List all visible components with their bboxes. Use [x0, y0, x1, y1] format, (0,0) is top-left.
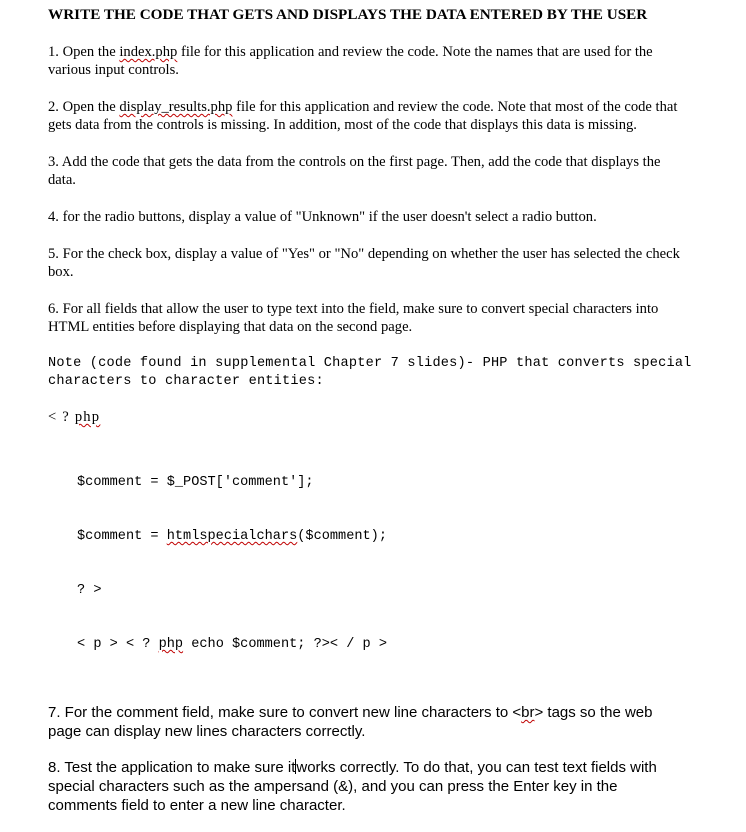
code-line-2-function: htmlspecialchars	[166, 529, 298, 544]
php-open-word: php	[74, 409, 101, 425]
step-1-text-start: 1. Open the	[48, 44, 120, 60]
step-5: 5. For the check box, display a value of "Yes" or "No" depending on whether the user has selected the check box.	[48, 246, 680, 280]
step-1	[48, 43, 688, 79]
code-line-2-prefix: $comment =	[77, 529, 167, 544]
code-line-3: ? >	[77, 583, 102, 598]
page-title: WRITE THE CODE THAT GETS AND DISPLAYS THE DATA ENTERED BY THE USER	[48, 6, 648, 23]
php-open-tag	[48, 408, 698, 426]
code-block	[77, 438, 698, 690]
document-body	[48, 6, 698, 832]
step-8-text-start: 8. Test the application to make sure it	[48, 759, 296, 776]
code-note: Note (code found in supplemental Chapter 7 slides)- PHP that converts special characters to character entities:	[48, 356, 692, 389]
code-line-1: $comment = $_POST['comment'];	[77, 475, 314, 490]
code-line-4	[77, 636, 698, 654]
step-7-text-start: 7. For the comment field, make sure to convert new line characters to <	[48, 704, 522, 721]
step-2-text-start: 2. Open the	[48, 99, 120, 115]
step-7	[48, 703, 668, 741]
step-7-text-end: > tags so the web page can display new lines characters correctly.	[48, 704, 653, 740]
code-line-4-prefix: < p > < ?	[77, 637, 159, 652]
step-2-text-end: file for this application and review the code. Note that most of the code that gets data from the controls is missing. In addition, most of the code that displays this data is missing.	[48, 99, 678, 133]
step-4: 4. for the radio buttons, display a value of "Unknown" if the user doesn't select a radio button.	[48, 209, 597, 225]
code-line-2	[77, 528, 698, 546]
code-line-4-word: php	[158, 637, 184, 652]
step-3: 3. Add the code that gets the data from the controls on the first page. Then, add the code that displays the data.	[48, 154, 661, 188]
code-line-2-suffix: ($comment);	[297, 529, 387, 544]
step-8-text-end: works correctly. To do that, you can test text fields with special characters such as the ampersand (&), and you can press the Enter key in the comments field to enter a new line character.	[48, 759, 657, 814]
php-open-prefix: < ?	[48, 409, 75, 425]
code-line-4-suffix: echo $comment; ?>< / p >	[183, 637, 388, 652]
step-1-filename: index.php	[119, 44, 178, 60]
step-1-text-end: file for this application and review the code. Note the names that are used for the various input controls.	[48, 44, 653, 78]
step-8	[48, 758, 668, 815]
step-2	[48, 98, 688, 134]
step-7-tag: br	[521, 704, 535, 721]
step-6: 6. For all fields that allow the user to type text into the field, make sure to convert special characters into HTML entities before displaying that data on the second page.	[48, 301, 659, 335]
step-2-filename: display_results.php	[119, 99, 233, 115]
